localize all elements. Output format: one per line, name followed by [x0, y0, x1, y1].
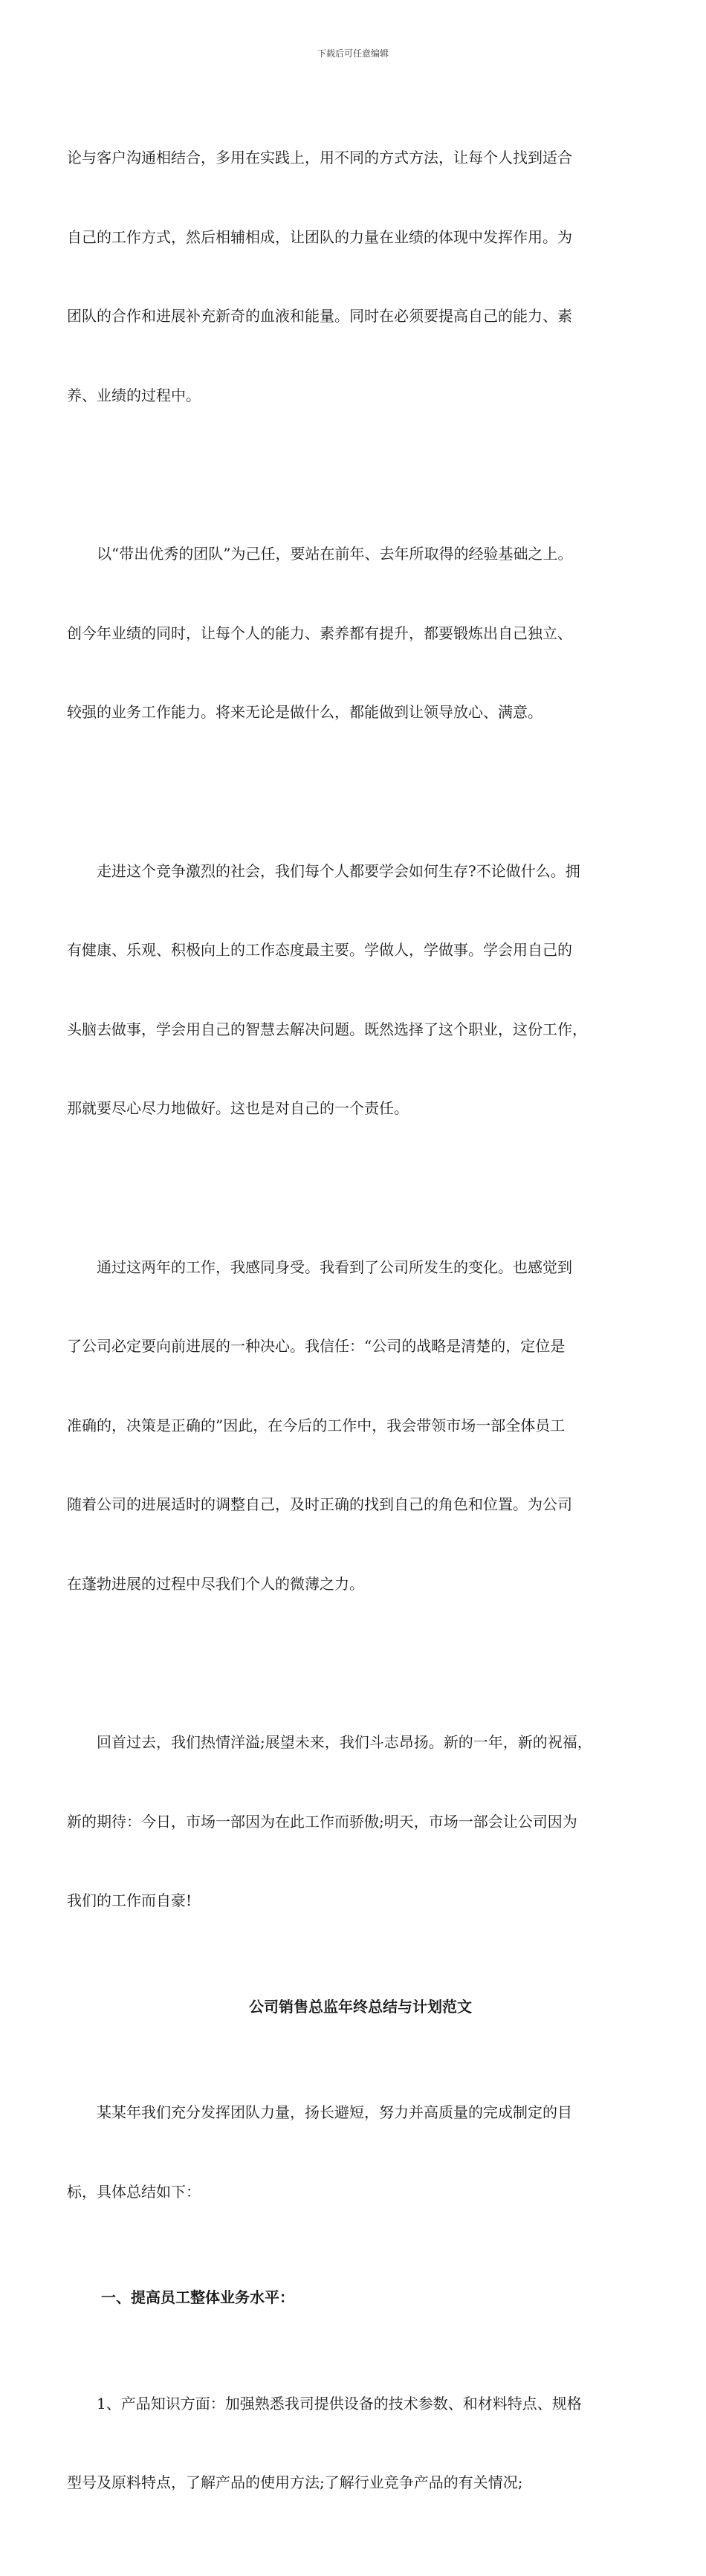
paragraph-2 [67, 488, 654, 779]
text-line: 回首过去，我们热情洋溢;展望未来，我们斗志昂扬。新的一年，新的祝福， [67, 1733, 592, 1751]
text-line: 型号及原料特点，了解产品的使用方法;了解行业竞争产品的有关情况; [67, 2473, 523, 2491]
text-line: 头脑去做事，学会用自己的智慧去解决问题。既然选择了这个职业，这份工作， [67, 1020, 587, 1038]
paragraph-1 [67, 92, 654, 462]
document-body [67, 92, 654, 2576]
item-1-paragraph [67, 2338, 654, 2549]
text-line: 创今年业绩的同时，让每个人的能力、素养都有提升，都要锻炼出自己独立、 [67, 624, 572, 642]
subheading: 一、提高员工整体业务水平： [101, 2288, 294, 2306]
text-line: 通过这两年的工作，我感同身受。我看到了公司所发生的变化。也感觉到 [67, 1258, 572, 1276]
text-line: 较强的业务工作能力。将来无论是做什么，都能做到让领导放心、满意。 [67, 703, 543, 721]
text-line: 了公司必定要向前进展的一种决心。我信任：“公司的战略是清楚的，定位是 [67, 1337, 566, 1355]
text-line: 标，具体总结如下： [67, 2182, 201, 2201]
section-title: 公司销售总监年终总结与计划范文 [249, 1997, 472, 2016]
text-line: 走进这个竞争激烈的社会，我们每个人都要学会如何生存?不论做什么。拥 [67, 861, 580, 880]
intro-paragraph [67, 2047, 654, 2258]
text-line: 我们的工作而自豪! [67, 1891, 192, 1909]
paragraph-4 [67, 1202, 654, 1651]
text-line: 自己的工作方式，然后相辅相成，让团队的力量在业绩的体现中发挥作用。为 [67, 227, 572, 246]
text-line: 在蓬勃进展的过程中尽我们个人的微薄之力。 [67, 1574, 364, 1593]
text-line: 养、业绩的过程中。 [67, 386, 201, 404]
text-line: 团队的合作和进展补充新奇的血液和能量。同时在必须要提高自己的能力、素 [67, 307, 572, 325]
text-line: 新的期待：今日，市场一部因为在此工作而骄傲;明天，市场一部会让公司因为 [67, 1812, 577, 1831]
text-line: 随着公司的进展适时的调整自己，及时正确的找到自己的角色和位置。为公司 [67, 1495, 572, 1513]
page-header: 下载后可任意编辑 [317, 48, 389, 59]
text-line: 论与客户沟通相结合，多用在实践上，用不同的方式方法，让每个人找到适合 [67, 149, 572, 166]
paragraph-5 [67, 1677, 654, 1967]
text-line: 某某年我们充分发挥团队力量，扬长避短，努力并高质量的完成制定的目 [67, 2103, 572, 2121]
text-line: 那就要尽心尽力地做好。这也是对自己的一个责任。 [67, 1099, 409, 1117]
text-line: 准确的，决策是正确的”因此，在今后的工作中，我会带领市场一部全体员工 [67, 1416, 566, 1434]
text-line: 有健康、乐观、积极向上的工作态度最主要。学做人，学做事。学会用自己的 [67, 941, 572, 959]
text-line: 以“带出优秀的团队”为己任，要站在前年、去年所取得的经验基础之上。 [67, 545, 573, 563]
paragraph-3 [67, 806, 654, 1175]
text-line: 1、产品知识方面：加强熟悉我司提供设备的技术参数、和材料特点、规格 [67, 2394, 582, 2412]
